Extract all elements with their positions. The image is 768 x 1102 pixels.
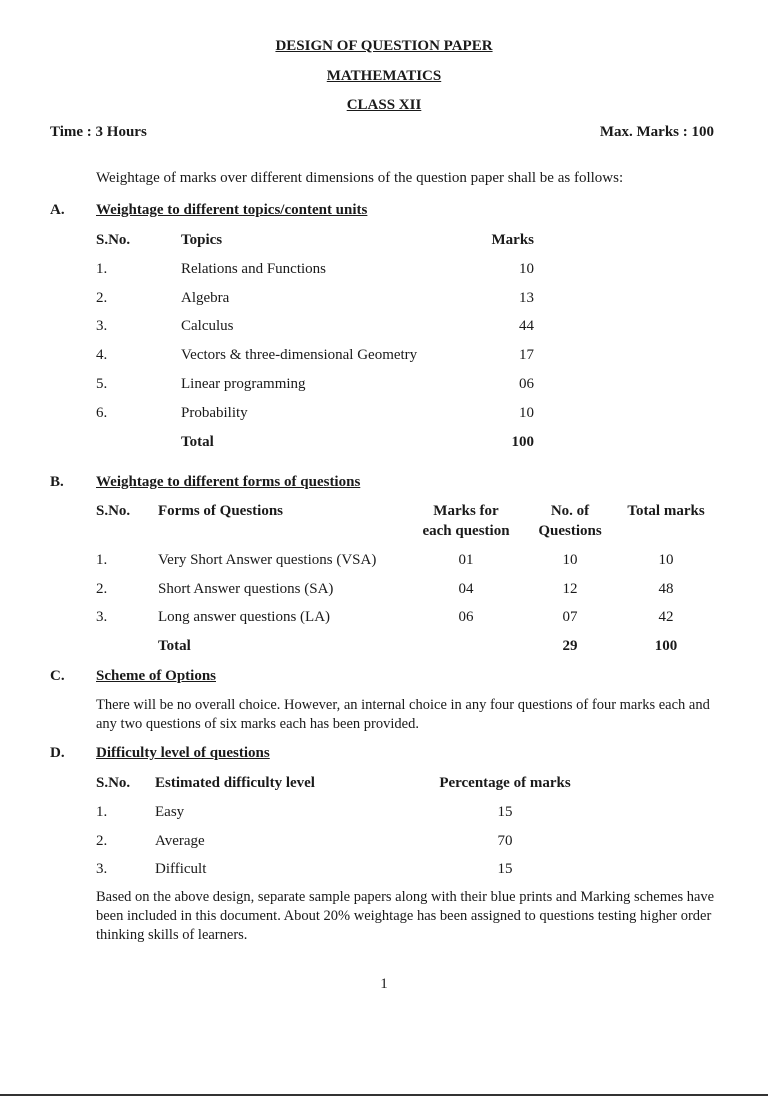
class-title: CLASS XII — [346, 97, 422, 113]
page-title: DESIGN OF QUESTION PAPER — [275, 38, 493, 54]
intro-text: Weightage of marks over different dimensions of the question paper shall be as follows: — [96, 170, 624, 186]
table-d-header-sno: S.No. — [96, 775, 131, 791]
section-c-heading: Scheme of Options — [96, 668, 216, 684]
row-topic: Relations and Functions — [181, 261, 326, 277]
table-b-header-marks-each: Marks for — [433, 503, 499, 519]
row-sno: 1. — [96, 261, 108, 277]
page-number: 1 — [380, 976, 388, 992]
time-label: Time : 3 Hours — [50, 124, 147, 140]
row-marks: 17 — [519, 347, 534, 363]
section-c-letter: C. — [50, 668, 65, 684]
row-sno: 3. — [96, 861, 108, 877]
row-sno: 6. — [96, 405, 108, 421]
table-b-total-num: 29 — [562, 638, 578, 654]
table-a-header-marks: Marks — [491, 232, 534, 248]
row-num: 10 — [562, 552, 578, 568]
table-a-total-value: 100 — [511, 434, 534, 450]
row-form: Short Answer questions (SA) — [158, 581, 334, 597]
row-topic: Algebra — [181, 290, 230, 306]
row-marks: 44 — [519, 318, 534, 334]
row-form: Very Short Answer questions (VSA) — [158, 552, 377, 568]
table-b-header-marks-each-2: each question — [422, 523, 510, 539]
table-a-header-topics: Topics — [181, 232, 223, 248]
row-topic: Linear programming — [181, 376, 306, 392]
table-b-header-forms: Forms of Questions — [158, 503, 283, 519]
row-total: 48 — [658, 581, 674, 597]
row-topic: Probability — [181, 405, 248, 421]
row-sno: 5. — [96, 376, 108, 392]
row-num: 12 — [562, 581, 578, 597]
row-each: 06 — [458, 609, 474, 625]
bottom-rule — [0, 1094, 768, 1096]
table-b-header-num: No. of — [550, 503, 590, 519]
row-total: 42 — [658, 609, 674, 625]
table-b-total-marks: 100 — [654, 638, 678, 654]
row-level: Average — [155, 833, 205, 849]
row-sno: 1. — [96, 804, 108, 820]
row-sno: 3. — [96, 318, 108, 334]
row-each: 04 — [458, 581, 474, 597]
max-marks-label: Max. Marks : 100 — [599, 124, 714, 140]
table-a-total-label: Total — [181, 434, 214, 450]
row-num: 07 — [562, 609, 578, 625]
row-pct: 15 — [497, 861, 513, 877]
table-b-total-label: Total — [158, 638, 191, 654]
subject-title: MATHEMATICS — [326, 68, 442, 84]
row-each: 01 — [458, 552, 474, 568]
table-b-header-sno: S.No. — [96, 503, 131, 519]
section-d-letter: D. — [50, 745, 65, 761]
table-a-header-sno: S.No. — [96, 232, 131, 248]
row-sno: 3. — [96, 609, 108, 625]
row-sno: 1. — [96, 552, 108, 568]
row-total: 10 — [658, 552, 674, 568]
closing-text: Based on the above design, separate sample papers along with their blue prints and Marking schemes have been included in this document. About 20% weightage has been assigned to questions testing higher order thinking skills of learners. — [96, 889, 715, 943]
row-level: Easy — [155, 804, 185, 820]
table-b-header-total: Total marks — [627, 503, 705, 519]
row-marks: 06 — [519, 376, 534, 392]
table-d-header-level: Estimated difficulty level — [155, 775, 315, 791]
row-marks: 10 — [519, 405, 534, 421]
section-b-letter: B. — [50, 474, 64, 490]
row-sno: 2. — [96, 581, 108, 597]
row-level: Difficult — [155, 861, 207, 877]
section-a-letter: A. — [50, 202, 65, 218]
section-b-heading: Weightage to different forms of questions — [96, 474, 361, 490]
table-b-header-num-2: Questions — [538, 523, 602, 539]
row-topic: Vectors & three-dimensional Geometry — [181, 347, 418, 363]
row-pct: 70 — [497, 833, 513, 849]
row-topic: Calculus — [181, 318, 234, 334]
row-marks: 10 — [519, 261, 534, 277]
section-d-heading: Difficulty level of questions — [96, 745, 270, 761]
row-marks: 13 — [519, 290, 534, 306]
row-sno: 4. — [96, 347, 108, 363]
row-sno: 2. — [96, 290, 108, 306]
row-pct: 15 — [497, 804, 513, 820]
section-c-text: There will be no overall choice. However, an internal choice in any four questions of four marks each and any two questions of six marks each has been provided. — [96, 697, 710, 732]
row-sno: 2. — [96, 833, 108, 849]
section-a-heading: Weightage to different topics/content units — [96, 202, 368, 218]
table-d-header-pct: Percentage of marks — [439, 775, 571, 791]
row-form: Long answer questions (LA) — [158, 609, 331, 625]
